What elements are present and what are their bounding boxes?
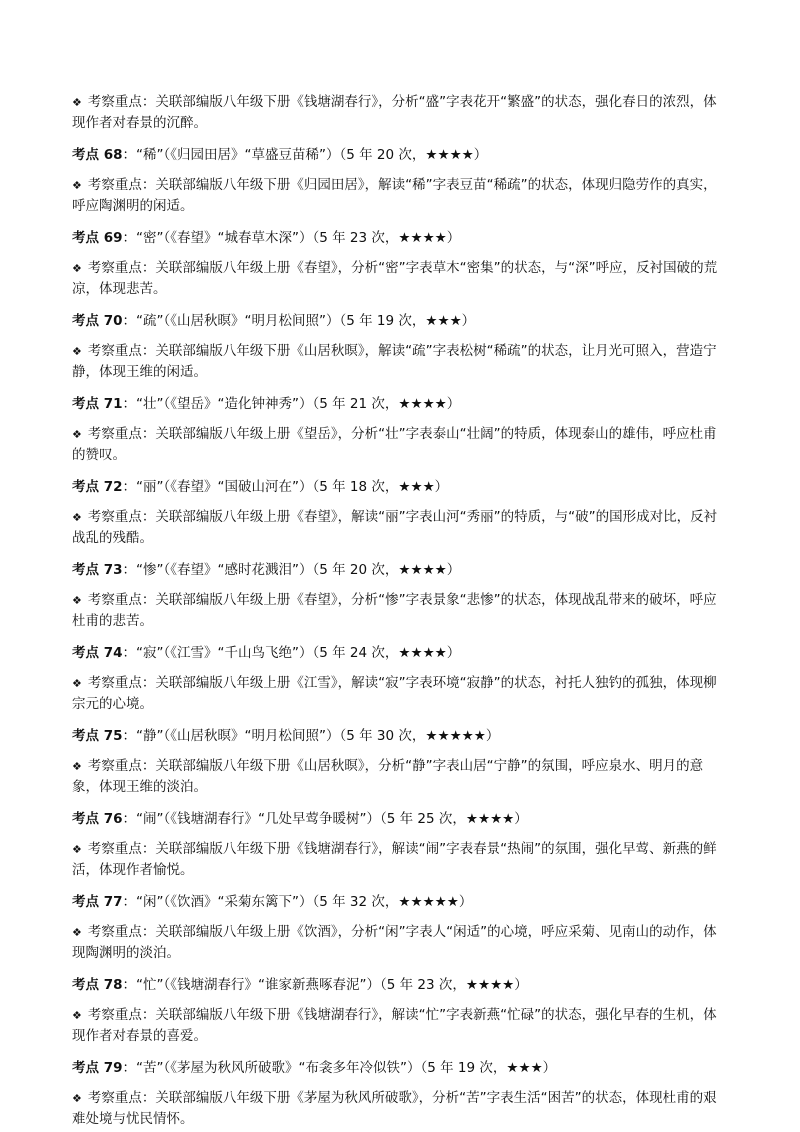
diamond-bullet-icon: ❖ — [72, 594, 82, 607]
exam-point-entry — [72, 726, 728, 797]
exam-point-detail: ：“壮”（《望岳》“造化钟神秀”）（5 年 21 次，★★★★） — [122, 396, 461, 412]
exam-point-entry — [72, 477, 728, 548]
diamond-bullet-icon: ❖ — [72, 345, 82, 358]
diamond-bullet-icon: ❖ — [72, 843, 82, 856]
exam-point-detail: ：“稀”（《归园田居》“草盛豆苗稀”）（5 年 20 次，★★★★） — [122, 147, 488, 163]
exam-point-note — [72, 341, 728, 382]
exam-point-label: 考点 76 — [72, 811, 123, 827]
exam-point-note — [72, 839, 728, 880]
exam-point-label: 考点 78 — [72, 977, 123, 993]
note-text: 考察重点：关联部编版八年级下册《山居秋暝》，分析“静”字表山居“宁静”的氛围，呼应泉水、明月的意象，体现王维的淡泊。 — [72, 758, 704, 795]
diamond-bullet-icon: ❖ — [72, 1009, 82, 1022]
diamond-bullet-icon: ❖ — [72, 511, 82, 524]
exam-point-note — [72, 673, 728, 714]
note-text: 考察重点：关联部编版八年级上册《春望》，分析“惨”字表景象“悲惨”的状态，体现战乱带来的破坏，呼应杜甫的悲苦。 — [72, 592, 717, 629]
diamond-bullet-icon: ❖ — [72, 677, 82, 690]
diamond-bullet-icon: ❖ — [72, 428, 82, 441]
exam-point-heading — [72, 975, 728, 995]
exam-point-entry — [72, 311, 728, 382]
exam-point-entry — [72, 809, 728, 880]
note-text: 考察重点：关联部编版八年级上册《江雪》，解读“寂”字表环境“寂静”的状态，衬托人独钓的孤独，体现柳宗元的心境。 — [72, 675, 717, 712]
note-text: 考察重点：关联部编版八年级下册《钱塘湖春行》，解读“闹”字表春景“热闹”的氛围，强化早莺、新燕的鲜活，体现作者愉悦。 — [72, 841, 717, 878]
exam-point-detail: ：“苦”（《茅屋为秋风所破歌》“布衾多年冷似铁”）（5 年 19 次，★★★） — [122, 1060, 557, 1076]
exam-point-heading — [72, 477, 728, 497]
exam-point-detail: ：“闹”（《钱塘湖春行》“几处早莺争暖树”）（5 年 25 次，★★★★） — [122, 811, 528, 827]
exam-point-detail: ：“丽”（《春望》“国破山河在”）（5 年 18 次，★★★） — [122, 479, 449, 495]
note-text: 考察重点：关联部编版八年级上册《春望》，解读“丽”字表山河“秀丽”的特质，与“破”的国形成对比，反衬战乱的残酷。 — [72, 509, 718, 546]
exam-point-label: 考点 71 — [72, 396, 123, 412]
exam-point-detail: ：“忙”（《钱塘湖春行》“谁家新燕啄春泥”）（5 年 23 次，★★★★） — [122, 977, 528, 993]
exam-point-label: 考点 72 — [72, 479, 123, 495]
exam-point-entry — [72, 1058, 728, 1129]
exam-point-entry — [72, 145, 728, 216]
note-text: 考察重点：关联部编版八年级上册《春望》，分析“密”字表草木“密集”的状态，与“深”呼应，反衬国破的荒凉，体现悲苦。 — [72, 260, 718, 297]
exam-point-note — [72, 756, 728, 797]
exam-point-heading — [72, 560, 728, 580]
exam-point-heading — [72, 643, 728, 663]
exam-point-note — [72, 922, 728, 963]
exam-point-note — [72, 507, 728, 548]
note-text: 考察重点：关联部编版八年级下册《山居秋暝》，解读“疏”字表松树“稀疏”的状态，让月光可照入，营造宁静，体现王维的闲适。 — [72, 343, 717, 380]
exam-point-note — [72, 258, 728, 299]
exam-point-label: 考点 79 — [72, 1060, 123, 1076]
intro-note — [72, 92, 728, 133]
exam-point-entry — [72, 394, 728, 465]
note-text: 考察重点：关联部编版八年级上册《饮酒》，分析“闲”字表人“闲适”的心境，呼应采菊、见南山的动作，体现陶渊明的淡泊。 — [72, 924, 717, 961]
exam-point-entry — [72, 892, 728, 963]
exam-point-note — [72, 590, 728, 631]
exam-point-heading — [72, 311, 728, 331]
exam-point-entry — [72, 228, 728, 299]
exam-point-heading — [72, 1058, 728, 1078]
exam-point-detail: ：“密”（《春望》“城春草木深”）（5 年 23 次，★★★★） — [122, 230, 461, 246]
exam-point-entry — [72, 560, 728, 631]
exam-point-detail: ：“寂”（《江雪》“千山鸟飞绝”）（5 年 24 次，★★★★） — [122, 645, 461, 661]
entries-list — [72, 145, 728, 1129]
exam-point-heading — [72, 145, 728, 165]
exam-point-detail: ：“惨”（《春望》“感时花溅泪”）（5 年 20 次，★★★★） — [122, 562, 461, 578]
diamond-bullet-icon: ❖ — [72, 1092, 82, 1105]
exam-point-heading — [72, 809, 728, 829]
note-text: 考察重点：关联部编版八年级下册《钱塘湖春行》，分析“盛”字表花开“繁盛”的状态，强化春日的浓烈，体现作者对春景的沉醉。 — [72, 94, 717, 131]
exam-point-note — [72, 175, 728, 216]
exam-point-entry — [72, 975, 728, 1046]
exam-point-heading — [72, 228, 728, 248]
exam-point-label: 考点 69 — [72, 230, 123, 246]
exam-point-detail: ：“闲”（《饮酒》“采菊东篱下”）（5 年 32 次，★★★★★） — [122, 894, 473, 910]
diamond-bullet-icon: ❖ — [72, 96, 82, 109]
note-text: 考察重点：关联部编版八年级下册《归园田居》，解读“稀”字表豆苗“稀疏”的状态，体现归隐劳作的真实，呼应陶渊明的闲适。 — [72, 177, 717, 214]
diamond-bullet-icon: ❖ — [72, 926, 82, 939]
exam-point-detail: ：“静”（《山居秋暝》“明月松间照”）（5 年 30 次，★★★★★） — [122, 728, 500, 744]
diamond-bullet-icon: ❖ — [72, 262, 82, 275]
exam-point-label: 考点 70 — [72, 313, 123, 329]
diamond-bullet-icon: ❖ — [72, 760, 82, 773]
exam-point-note — [72, 1088, 728, 1129]
note-text: 考察重点：关联部编版八年级上册《望岳》，分析“壮”字表泰山“壮阔”的特质，体现泰山的雄伟，呼应杜甫的赞叹。 — [72, 426, 717, 463]
exam-point-label: 考点 74 — [72, 645, 123, 661]
exam-point-note — [72, 1005, 728, 1046]
exam-point-heading — [72, 892, 728, 912]
exam-point-heading — [72, 726, 728, 746]
note-text: 考察重点：关联部编版八年级下册《钱塘湖春行》，解读“忙”字表新燕“忙碌”的状态，强化早春的生机，体现作者对春景的喜爱。 — [72, 1007, 717, 1044]
note-text: 考察重点：关联部编版八年级下册《茅屋为秋风所破歌》，分析“苦”字表生活“困苦”的状态，体现杜甫的艰难处境与忧民情怀。 — [72, 1090, 717, 1127]
exam-point-label: 考点 73 — [72, 562, 123, 578]
diamond-bullet-icon: ❖ — [72, 179, 82, 192]
exam-point-label: 考点 77 — [72, 894, 123, 910]
exam-point-heading — [72, 394, 728, 414]
exam-point-note — [72, 424, 728, 465]
exam-point-label: 考点 68 — [72, 147, 123, 163]
exam-point-label: 考点 75 — [72, 728, 123, 744]
exam-point-entry — [72, 643, 728, 714]
exam-point-detail: ：“疏”（《山居秋暝》“明月松间照”）（5 年 19 次，★★★） — [122, 313, 476, 329]
